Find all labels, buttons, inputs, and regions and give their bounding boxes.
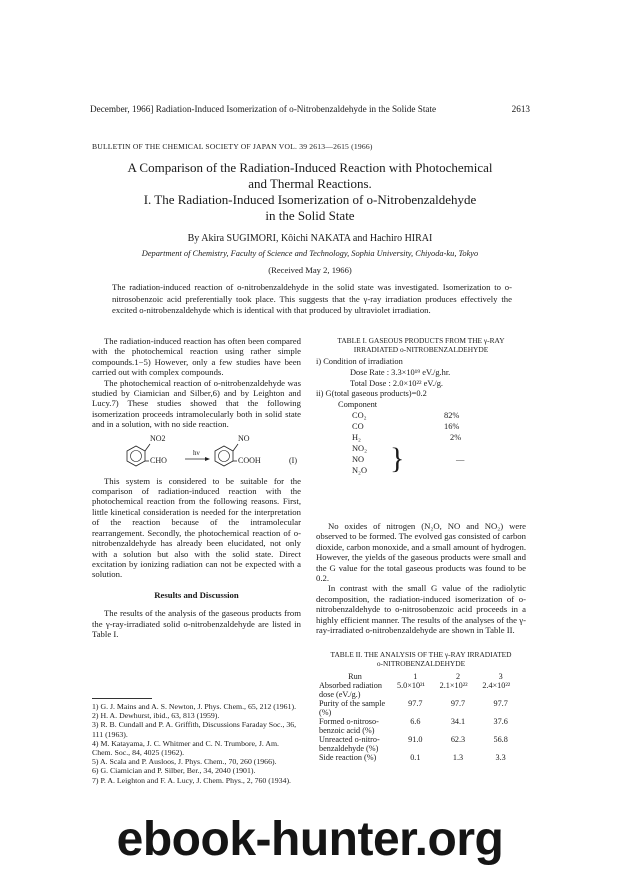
footnote: 2) H. A. Dewhurst, ibid., 63, 813 (1959). xyxy=(92,711,220,721)
running-head-text: December, 1966] Radiation-Induced Isomerization of o-Nitrobenzaldehyde in the Solide State xyxy=(90,104,437,114)
scheme-right-group: COOH xyxy=(238,455,261,465)
table-header: 1 xyxy=(413,672,418,681)
footnote: 3) R. B. Cundall and P. A. Griffith, Discussions Faraday Soc., 36, 111 (1963). xyxy=(92,720,297,739)
analysis-table xyxy=(316,672,522,762)
table-caption: o-NITROBENZALDEHYDE xyxy=(376,659,466,668)
component-name: CO xyxy=(352,421,364,431)
abstract: The radiation-induced reaction of o-nitrobenzaldehyde in the solid state was investigated. Isomerization to o-nitrosobenzoic acid preferentially took place. This suggests that the γ-ray irradiation produces effectively the excited o-nitrobenzaldehyde which is identical with that produced by ultraviolet irradiation. xyxy=(112,282,512,316)
scheme-left-substituent: NO2 xyxy=(150,433,166,443)
table-cell: 3.3 xyxy=(495,753,506,762)
right-column-text xyxy=(316,521,526,635)
table-line xyxy=(316,379,526,390)
title-line: I. The Radiation-Induced Isomerization of o-Nitrobenzaldehyde xyxy=(143,192,477,207)
table-line: i) Condition of irradiation xyxy=(316,357,403,366)
equation-number: (I) xyxy=(289,455,297,465)
dose-rate-label: Dose Rate : xyxy=(350,367,390,377)
table-header: Run xyxy=(348,672,362,681)
component-name: N₂O xyxy=(352,465,368,475)
paper-title xyxy=(92,160,528,224)
table-cell: 2.1×10²² xyxy=(439,681,468,690)
scheme-arrow-label: hν xyxy=(193,448,200,457)
table-cell: 97.7 xyxy=(450,699,466,708)
table-1 xyxy=(316,336,526,478)
row-label: Purity of the sample (%) xyxy=(319,699,386,717)
table-cell: 97.7 xyxy=(408,699,423,708)
left-column xyxy=(92,336,301,639)
footnote: 1) G. J. Mains and A. S. Newton, J. Phys. Chem., 65, 212 (1961). xyxy=(92,702,297,711)
section-heading: Results and Discussion xyxy=(154,589,239,600)
paragraph: The radiation-induced reaction has often been compared with the photochemical reaction using rather simple compounds.1−5) However, only a few studies have been carried out with complex compounds. xyxy=(92,336,301,378)
paragraph: No oxides of nitrogen (N₂O, NO and NO₂) were observed to be formed. The evolved gas consisted of carbon dioxide, carbon monoxide, and a small amount of hydrogen. However, the yields of the gaseous products were small and the G value for the total gaseous products was found to be 0.2. xyxy=(316,521,526,584)
table-cell: 62.3 xyxy=(450,735,466,744)
table-line: ii) G(total gaseous products)=0.2 xyxy=(316,389,427,399)
table-cell: 97.7 xyxy=(493,699,508,708)
table-row xyxy=(316,717,522,735)
paragraph: This system is considered to be suitable for the comparison of radiation-induced reaction with the photochemical reaction from the following reasons. First, little kinetical consideration is needed for the interpretation of the reaction because of the intramolecular rearrangement. Secondly, the photochemical reaction of o-nitrobenzaldehyde has already been elucidated, not only with a solution but also with the solid state. Direct excitation by ionizing radiation can not be expected with a solution. xyxy=(92,475,301,580)
total-dose-label: Total Dose : xyxy=(350,378,391,388)
running-head xyxy=(90,104,530,114)
table-header: 2 xyxy=(455,672,461,681)
row-label: Side reaction (%) xyxy=(319,753,377,762)
paragraph: The photochemical reaction of o-nitrobenzaldehyde was studied by Ciamician and Silber,6) and by Leighton and Lucy.7) These studies showed that the following isomerization proceeds intramolecularly both in solid state and in a solution, with no side reaction. xyxy=(92,377,301,430)
title-line: A Comparison of the Radiation-Induced Reaction with Photochemical xyxy=(127,160,493,175)
table-cell: 1.3 xyxy=(452,753,464,762)
table-cell: 5.0×10²¹ xyxy=(397,681,425,690)
table-cell: 0.1 xyxy=(410,753,421,762)
scheme-left-group: CHO xyxy=(150,455,167,465)
table-header: 3 xyxy=(498,672,503,681)
table-cell: 6.6 xyxy=(410,717,421,726)
affiliation: Department of Chemistry, Faculty of Science and Technology, Sophia University, Chiyoda-ku, Tokyo xyxy=(141,249,479,258)
table-row xyxy=(316,735,522,753)
component-value: 16% xyxy=(444,421,460,431)
table-rows xyxy=(316,411,526,444)
component-name: CO₂ xyxy=(352,410,367,420)
component-name: H₂ xyxy=(352,432,361,442)
footnotes xyxy=(92,702,301,785)
watermark: ebook-hunter.org xyxy=(116,813,504,866)
dose-rate-value: 3.3×10¹⁹ eV./g.hr. xyxy=(391,367,451,377)
row-label: Unreacted o-nitro-benzaldehyde (%) xyxy=(319,735,380,753)
footnote-rule xyxy=(92,698,152,699)
received-date: (Received May 2, 1966) xyxy=(268,265,352,275)
table-row xyxy=(316,681,522,699)
nitrogen-oxides-group xyxy=(316,441,526,478)
footnote: 7) P. A. Leighton and F. A. Lucy, J. Chem. Phys., 2, 760 (1934). xyxy=(92,775,291,785)
table-cell: 56.8 xyxy=(493,735,508,744)
table-caption: IRRADIATED o-NITROBENZALDEHYDE xyxy=(353,345,489,354)
authors: By Akira SUGIMORI, Kôichi NAKATA and Hachiro HIRAI xyxy=(187,233,433,244)
title-line: in the Solid State xyxy=(265,208,355,223)
table-2 xyxy=(316,650,526,762)
table-cell: 91.0 xyxy=(408,735,423,744)
table-row xyxy=(316,753,522,762)
table-cell: 37.6 xyxy=(493,717,508,726)
table-caption: TABLE I. GASEOUS PRODUCTS FROM THE γ-RAY xyxy=(337,336,505,345)
table-line: Component xyxy=(338,400,378,410)
row-label: Absorbed radiation dose (eV./g.) xyxy=(319,681,382,699)
title-line: and Thermal Reactions. xyxy=(248,176,372,191)
component-name: NO xyxy=(352,454,365,464)
reaction-scheme xyxy=(92,432,301,474)
component-value: 2% xyxy=(450,432,462,442)
footnote: 6) G. Ciamician and P. Silber, Ber., 34, 2040 (1901). xyxy=(92,766,256,776)
table-caption: TABLE II. THE ANALYSIS OF THE γ-RAY IRRADIATED xyxy=(330,650,512,659)
footnote: 4) M. Katayama, J. C. Whitmer and C. N. Trumbore, J. Am. Chem. Soc., 84, 4025 (1962). xyxy=(92,738,279,758)
paragraph: In contrast with the small G value of the radiolytic decomposition, the radiation-induced isomerization of o-nitrobenzaldehyde to o-nitrosobenzoic acid proceeds in a highly efficient manner. The results of the analyses of the γ-ray-irradiated o-nitrobenzaldehyde are shown in Table II. xyxy=(316,583,526,636)
page-number: 2613 xyxy=(511,104,530,114)
row-label: Formed o-nitroso-benzoic acid (%) xyxy=(319,717,379,735)
group-value: — xyxy=(456,454,465,464)
table-cell: 2.4×10²² xyxy=(482,681,511,690)
table-line xyxy=(316,368,526,379)
total-dose-value: 2.0×10²² eV./g. xyxy=(392,378,443,388)
table-cell: 34.1 xyxy=(450,717,466,726)
component-name: NO₂ xyxy=(352,443,368,453)
scheme-right-substituent: NO xyxy=(238,433,250,443)
component-value: 82% xyxy=(444,410,460,420)
footnote: 5) A. Scala and P. Ausloos, J. Phys. Chem., 70, 260 (1966). xyxy=(92,757,277,767)
brace: } xyxy=(390,441,405,475)
table-row xyxy=(316,699,522,717)
table-header-row xyxy=(316,672,522,681)
journal-line: BULLETIN OF THE CHEMICAL SOCIETY OF JAPAN VOL. 39 2613—2615 (1966) xyxy=(92,142,373,151)
paragraph: The results of the analysis of the gaseous products from the γ-ray-irradiated solid o-nitrobenzaldehyde are listed in Table I. xyxy=(92,608,301,639)
